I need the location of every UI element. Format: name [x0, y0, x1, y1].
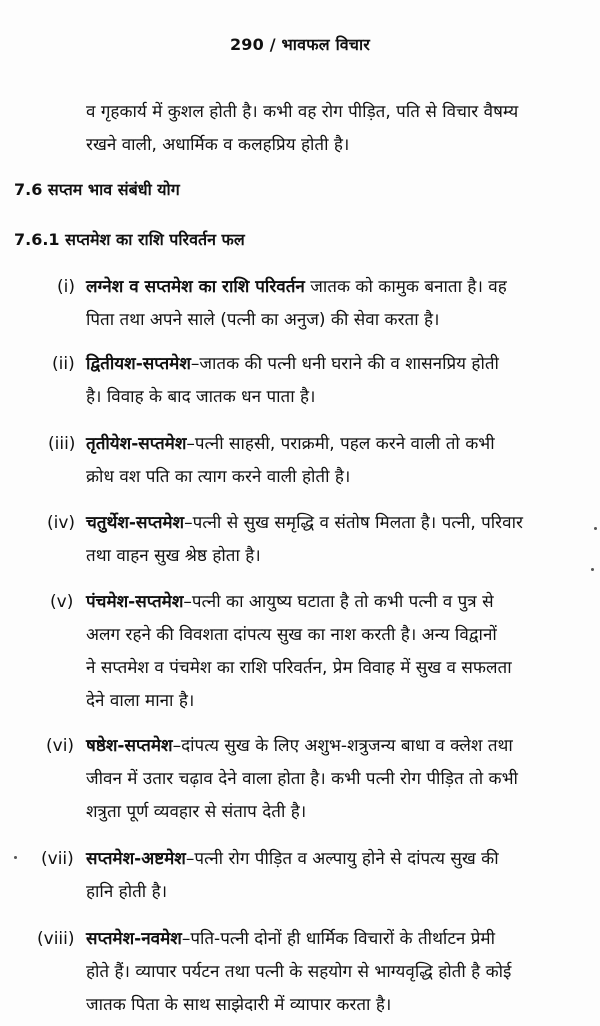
item-number: (i) — [57, 277, 75, 297]
item-term: लग्नेश व सप्तमेश का राशि परिवर्तन — [86, 277, 305, 297]
intro-line: व गृहकार्य में कुशल होती है। कभी वह रोग पीड़ित, पति से विचार वैषम्य — [86, 102, 519, 122]
item-text: –दांपत्य सुख के लिए अशुभ-शत्रुजन्य बाधा व क्लेश तथा — [172, 736, 513, 756]
item-first-line — [86, 353, 499, 375]
item-line: होते हैं। व्यापार पर्यटन तथा पत्नी के सहयोग से भाग्यवृद्धि होती है कोई — [86, 962, 512, 982]
item-text: –पत्नी से सुख समृद्धि व संतोष मिलता है। पत्नी, परिवार — [184, 513, 523, 533]
item-number: (iii) — [48, 434, 76, 454]
item-first-line — [86, 512, 523, 534]
item-line: जातक पिता के साथ साझेदारी में व्यापार करता है। — [86, 995, 392, 1015]
item-term: सप्तमेश-नवमेश — [86, 929, 182, 949]
item-term: पंचमेश-सप्तमेश — [86, 592, 184, 612]
item-line: देने वाला माना है। — [86, 691, 195, 711]
item-line: पिता तथा अपने साले (पत्नी का अनुज) की सेवा करता है। — [86, 310, 440, 330]
item-number: (v) — [50, 592, 74, 612]
item-text: –जातक की पत्नी धनी घराने की व शासनप्रिय होती — [190, 354, 499, 374]
item-number: (vi) — [46, 736, 75, 756]
scan-speck — [594, 527, 597, 530]
item-number: (viii) — [37, 929, 75, 949]
item-line: ने सप्तमेश व पंचमेश का राशि परिवर्तन, प्रेम विवाह में सुख व सफलता — [86, 658, 512, 678]
item-first-line — [86, 433, 495, 455]
item-first-line — [86, 591, 494, 613]
item-first-line — [86, 848, 499, 870]
item-line: क्रोध वश पति का त्याग करने वाली होती है। — [86, 467, 351, 487]
item-line: शत्रुता पूर्ण व्यवहार से संताप देती है। — [86, 802, 307, 822]
item-text: –पति-पत्नी दोनों ही धार्मिक विचारों के तीर्थाटन प्रेमी — [181, 929, 495, 949]
item-first-line — [86, 276, 507, 298]
item-text: –पत्नी रोग पीड़ित व अल्पायु होने से दांपत्य सुख की — [185, 849, 499, 869]
item-number: (vii) — [41, 849, 74, 869]
item-term: द्वितीयश-सप्तमेश — [86, 354, 191, 374]
item-term: चतुर्थेश-सप्तमेश — [86, 513, 185, 533]
scan-speck — [14, 856, 17, 859]
section-heading: 7.6 सप्तम भाव संबंधी योग — [14, 180, 180, 199]
item-first-line — [86, 928, 495, 950]
item-line: अलग रहने की विवशता दांपत्य सुख का नाश करती है। अन्य विद्वानों — [86, 625, 497, 645]
item-term: तृतीयेश-सप्तमेश — [86, 434, 187, 454]
item-line: है। विवाह के बाद जातक धन पाता है। — [86, 387, 316, 407]
item-line: जीवन में उतार चढ़ाव देने वाला होता है। कभी पत्नी रोग पीड़ित तो कभी — [86, 769, 518, 789]
running-header: 290 / भावफल विचार — [229, 35, 371, 54]
subsection-heading: 7.6.1 सप्तमेश का राशि परिवर्तन फल — [14, 230, 245, 249]
item-text: –पत्नी साहसी, पराक्रमी, पहल करने वाली तो कभी — [186, 434, 495, 454]
scan-speck — [591, 568, 594, 571]
item-text: –पत्नी का आयुष्य घटाता है तो कभी पत्नी व पुत्र से — [183, 592, 494, 612]
item-line: हानि होती है। — [86, 882, 168, 902]
item-number: (ii) — [52, 354, 75, 374]
item-term: सप्तमेश-अष्टमेश — [86, 849, 186, 869]
item-term: षष्ठेश-सप्तमेश — [86, 736, 173, 756]
item-first-line — [86, 735, 513, 757]
item-text: जातक को कामुक बनाता है। वह — [304, 277, 507, 297]
item-line: तथा वाहन सुख श्रेष्ठ होता है। — [86, 546, 261, 566]
item-number: (iv) — [47, 513, 76, 533]
intro-line: रखने वाली, अधार्मिक व कलहप्रिय होती है। — [86, 135, 350, 155]
